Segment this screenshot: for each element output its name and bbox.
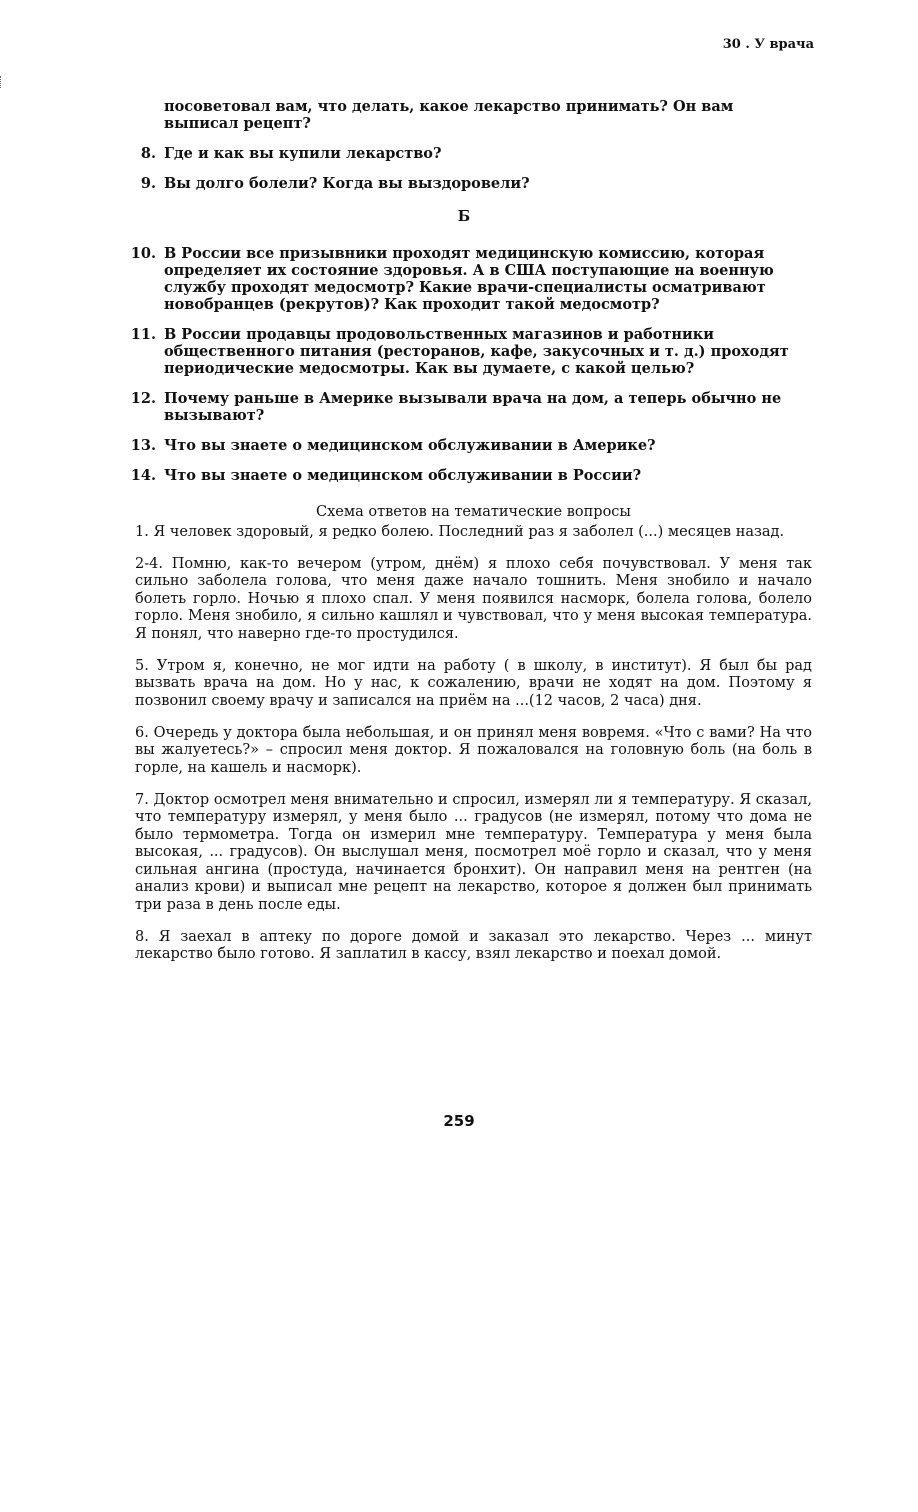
questions-section bbox=[124, 98, 804, 497]
section-heading: Б bbox=[457, 208, 471, 225]
answers-title: Схема ответов на тематические вопросы bbox=[316, 504, 631, 520]
answers-section bbox=[135, 504, 812, 976]
question-item bbox=[124, 326, 804, 377]
question-number: 11. bbox=[130, 326, 156, 343]
page-number: 259 bbox=[443, 1112, 475, 1130]
question-text: Что вы знаете о медицинском обслуживании в Америке? bbox=[164, 437, 656, 454]
question-text: В России продавцы продовольственных магазинов и работники общественного питания (ресторанов, кафе, закусочных и т. д.) проходят периодические медосмотры. Как вы думаете, с какой целью? bbox=[164, 326, 789, 377]
question-item bbox=[124, 390, 804, 424]
question-text: Где и как вы купили лекарство? bbox=[164, 145, 442, 162]
question-item bbox=[124, 437, 804, 454]
question-item bbox=[124, 145, 804, 162]
question-number: 9. bbox=[140, 175, 156, 192]
question-item bbox=[124, 175, 804, 192]
answer-paragraph: 2-4. Помню, как-то вечером (утром, днём) я плохо себя почувствовал. У меня так сильно заболела голова, что меня даже начало тошнить. Меня знобило и начало болеть горло. Ночью я плохо спал. У меня появился насморк, болела голова, болело горло. Меня знобило, я сильно кашлял и чувствовал, что у меня высокая температура. Я понял, что наверно где-то простудился. bbox=[135, 555, 812, 642]
question-text: Что вы знаете о медицинском обслуживании в России? bbox=[164, 467, 642, 484]
question-text: В России все призывники проходят медицинскую комиссию, которая определяет их состояние здоровья. А в США поступающие на военную службу проходят медосмотр? Какие врачи-специалисты осматривают новобранцев (рекрутов)? Как проходит такой медосмотр? bbox=[164, 245, 774, 313]
question-number: 10. bbox=[130, 245, 156, 262]
answer-paragraph: 5. Утром я, конечно, не мог идти на работу ( в школу, в институт). Я был бы рад вызвать врача на дом. Но у нас, к сожалению, врачи не ходят на дом. Поэтому я позвонил своему врачу и записался на приём на ...(12 часов, 2 часа) дня. bbox=[135, 657, 812, 709]
question-number: 12. bbox=[130, 390, 156, 407]
running-header: 30 . У врача bbox=[722, 37, 814, 52]
question-continuation: посоветовал вам, что делать, какое лекарство принимать? Он вам выписал рецепт? bbox=[164, 98, 734, 132]
question-number: 13. bbox=[130, 437, 156, 454]
question-number: 14. bbox=[130, 467, 156, 484]
answer-paragraph: 8. Я заехал в аптеку по дороге домой и заказал это лекарство. Через ... минут лекарство было готово. Я заплатил в кассу, взял лекарство и поехал домой. bbox=[135, 928, 812, 962]
answer-paragraph: 1. Я человек здоровый, я редко болею. Последний раз я заболел (...) месяцев назад. bbox=[135, 523, 785, 540]
question-item bbox=[124, 245, 804, 313]
margin-scan-mark bbox=[0, 76, 3, 88]
question-text: Почему раньше в Америке вызывали врача на дом, а теперь обычно не вызывают? bbox=[164, 390, 782, 424]
answer-paragraph: 7. Доктор осмотрел меня внимательно и спросил, измерял ли я температуру. Я сказал, что температуру измерял, у меня было ... градусов (не измерял, потому что дома не было термометра. Тогда он измерил мне температуру. Температура у меня была высокая, ... градусов). Он выслушал меня, посмотрел моё горло и сказал, что у меня сильная ангина (простуда, начинается бронхит). Он направил меня на рентген (на анализ крови) и выписал мне рецепт на лекарство, которое я должен был принимать три раза в день после еды. bbox=[135, 791, 812, 913]
answer-paragraph: 6. Очередь у доктора была небольшая, и он принял меня вовремя. «Что с вами? На что вы жалуетесь?» – спросил меня доктор. Я пожаловался на головную боль (на боль в горле, на кашель и насморк). bbox=[135, 724, 812, 776]
question-item bbox=[124, 467, 804, 484]
question-number: 8. bbox=[140, 145, 156, 162]
question-text: Вы долго болели? Когда вы выздоровели? bbox=[164, 175, 530, 192]
